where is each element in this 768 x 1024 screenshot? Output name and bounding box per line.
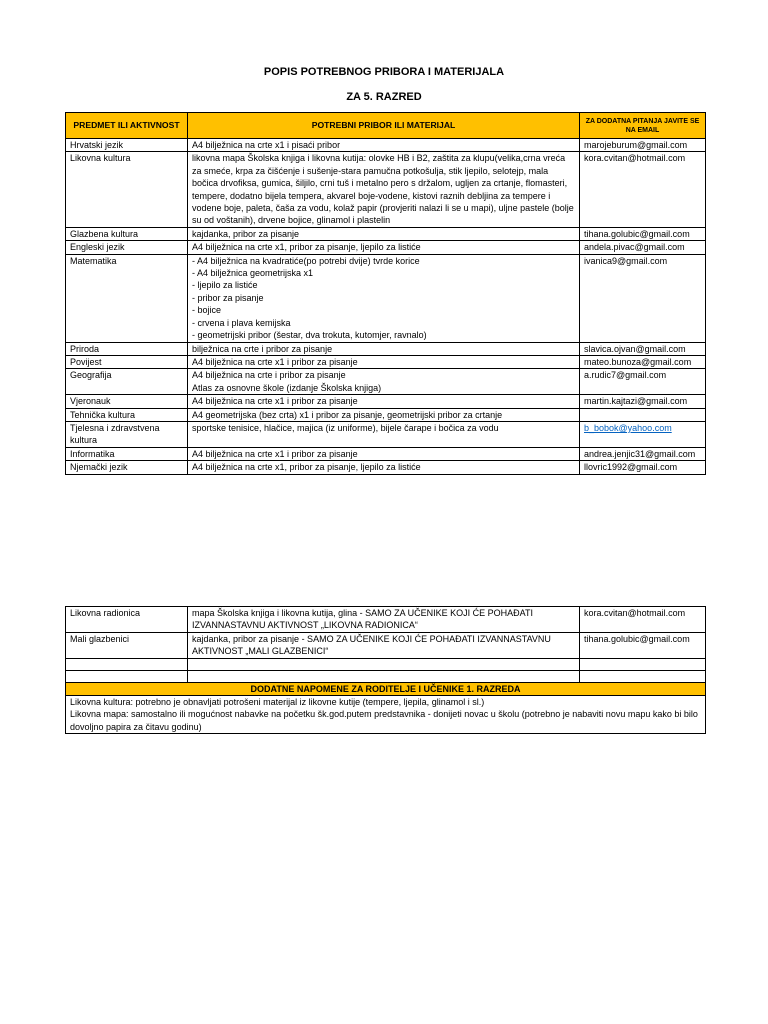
header-email: ZA DODATNA PITANJA JAVITE SE NA EMAIL [580,113,706,139]
table-row [66,139,706,152]
email-text: kora.cvitan@hotmail.com [584,153,686,164]
material-line: bilježnica na crte i pribor za pisanje [192,343,333,354]
email-cell: tihana.golubic@gmail.com [580,632,706,658]
email-cell [580,395,706,408]
material-line: - ljepilo za listiće [192,280,258,291]
material-line: Atlas za osnovne škole (izdanje Školska knjiga) [192,382,382,393]
email-cell [580,254,706,342]
email-text: ivanica9@gmail.com [584,255,668,266]
table-row [66,461,706,474]
material-line: A4 bilježnica na crte x1, pribor za pisanje, ljepilo za listiće [192,242,421,253]
email-cell [580,152,706,227]
subject-cell: Hrvatski jezik [66,139,188,152]
materials-cell [188,152,580,227]
material-line: A4 bilježnica na crte x1 i pisaći pribor [192,140,341,150]
email-text: andrea.jenjic31@gmail.com [584,448,696,459]
materials-cell [188,355,580,368]
email-text: llovric1992@gmail.com [584,462,678,473]
email-cell [580,139,706,152]
materials-cell [188,447,580,460]
subject-cell: Matematika [66,254,188,342]
materials-cell [188,369,580,395]
material-line: - geometrijski pribor (šestar, dva trokuta, kutomjer, ravnalo) [192,330,427,341]
note-line: Likovna kultura: potrebno je obnavljati potrošeni materijal iz likovne kutije (tempere, ljepila, glinamol i sl.) [70,697,485,708]
table-row [66,227,706,240]
subject-cell: Njemački jezik [66,461,188,474]
material-line: A4 bilježnica na crte x1, pribor za pisanje, ljepilo za listiće [192,462,421,473]
materials-cell [188,395,580,408]
table-row [66,241,706,254]
empty-row [66,658,706,670]
materials-cell [188,408,580,421]
material-line: - crvena i plava kemijska [192,317,291,328]
document-title: POPIS POTREBNOG PRIBORA I MATERIJALA [263,66,505,78]
materials-cell: kajdanka, pribor za pisanje - SAMO ZA UČENIKE KOJI ĆE POHAĐATI IZVANNASTAVNU AKTIVNOST „MALI GLAZBENICI“ [188,632,580,658]
email-cell [580,447,706,460]
table-row [66,369,706,395]
empty-row [66,670,706,682]
material-line: likovna mapa Školska knjiga i likovna kutija: olovke HB i B2, zaštita za klupu(velika,crna vreća za smeće, krpa za čišćenje i sušenje-stara pamučna potkošulja, stik ljepilo, selotejp, mala bočica drvofiksa, gumica, šiljilo, crni tuš i metalno pero s držalom, ugljen za crtanje, flomasteri, tempere, dodatno bijela tempera, akvarel boje-vodene, kistovi raznih debljina za tempere i vodene boje, paleta, čaša za vodu, kolaž papir (provjeriti nalazi li se u mapi), uljne pastele (bolje su od voštanih), drvene bojice, glinamol i plastelin [192,153,574,226]
subject-cell: Geografija [66,369,188,395]
email-cell [580,369,706,395]
subject-cell: Priroda [66,342,188,355]
table-row [66,408,706,421]
email-cell [580,461,706,474]
table-row [66,152,706,227]
email-text: marojeburum@gmail.com [584,140,688,150]
material-line: A4 bilježnica na crte i pribor za pisanje [192,370,346,381]
email-cell [580,241,706,254]
material-line: A4 bilježnica na crte x1 i pribor za pisanje [192,356,358,367]
document-subtitle: ZA 5. RAZRED [346,91,422,103]
material-line: - bojice [192,305,222,316]
table-row [66,355,706,368]
material-line: - A4 bilježnica geometrijska x1 [192,268,314,279]
materials-cell [188,342,580,355]
email-cell [580,227,706,240]
materials-cell [188,241,580,254]
table-row [66,342,706,355]
subject-cell: Tehnička kultura [66,408,188,421]
email-cell [580,421,706,447]
email-cell [580,408,706,421]
email-text: tihana.golubic@gmail.com [584,228,690,239]
email-text: slavica.ojvan@gmail.com [584,343,686,354]
material-line: sportske tenisice, hlačice, majica (iz uniforme), bijele čarape i bočica za vodu [192,422,499,433]
subject-cell: Informatika [66,447,188,460]
email-text: mateo.bunoza@gmail.com [584,356,692,367]
material-line: - A4 bilježnica na kvadratiće(po potrebi dvije) tvrde korice [192,255,420,266]
table-row [66,395,706,408]
materials-cell [188,139,580,152]
table-row [66,254,706,342]
notes-header: DODATNE NAPOMENE ZA RODITELJE I UČENIKE 1. RAZREDA [66,682,706,695]
email-cell [580,342,706,355]
email-link[interactable]: b_bobok@yahoo.com [584,422,672,433]
subject-cell: Glazbena kultura [66,227,188,240]
subject-cell: Engleski jezik [66,241,188,254]
note-line: Likovna mapa: samostalno ili mogućnost nabavke na početku šk.god.putem predstavnika - donijeti novac u školu (potrebno je nabaviti novu mapu kako bi bilo dovoljno papira za čitavu godinu) [70,709,698,732]
email-cell [580,355,706,368]
table-row [66,421,706,447]
email-cell: kora.cvitan@hotmail.com [580,607,706,633]
materials-cell [188,421,580,447]
material-line: A4 bilježnica na crte x1 i pribor za pisanje [192,396,358,407]
material-line: kajdanka, pribor za pisanje [192,228,300,239]
email-text: a.rudic7@gmail.com [584,370,667,381]
table-row [66,447,706,460]
materials-cell [188,461,580,474]
material-line: A4 bilježnica na crte x1 i pribor za pisanje [192,448,358,459]
header-materials: POTREBNI PRIBOR ILI MATERIJAL [188,113,580,139]
subject-cell: Tjelesna i zdravstvena kultura [66,421,188,447]
table-row [66,632,706,658]
materials-table [65,112,706,475]
email-text: martin.kajtazi@gmail.com [584,396,688,407]
subject-cell: Povijest [66,355,188,368]
material-line: A4 geometrijska (bez crta) x1 i pribor za pisanje, geometrijski pribor za crtanje [192,409,503,420]
materials-cell [188,254,580,342]
materials-cell: mapa Školska knjiga i likovna kutija, glina - SAMO ZA UČENIKE KOJI ĆE POHAĐATI IZVANNASTAVNU AKTIVNOST „LIKOVNA RADIONICA“ [188,607,580,633]
materials-cell [188,227,580,240]
notes-cell [66,696,706,734]
header-subject: PREDMET ILI AKTIVNOST [66,113,188,139]
email-text: andela.pivac@gmail.com [584,242,685,253]
material-line: - pribor za pisanje [192,292,264,303]
subject-cell: Likovna radionica [66,607,188,633]
subject-cell: Mali glazbenici [66,632,188,658]
table-row [66,607,706,633]
extra-activities-table [65,606,706,734]
subject-cell: Vjeronauk [66,395,188,408]
subject-cell: Likovna kultura [66,152,188,227]
